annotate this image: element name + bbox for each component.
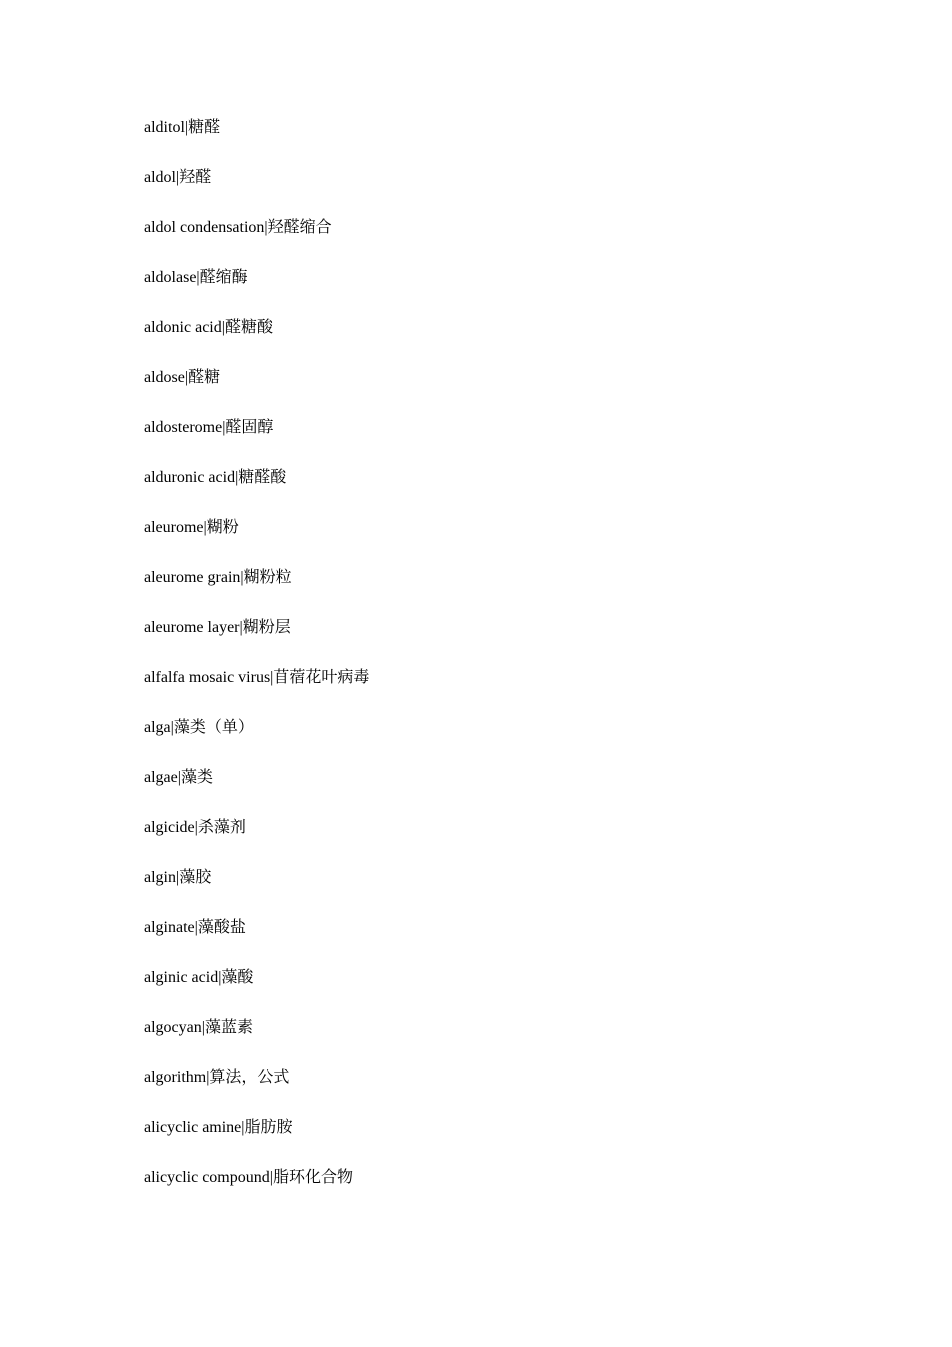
glossary-entry: algicide|杀藻剂 xyxy=(144,819,246,836)
glossary-entry: aldose|醛糖 xyxy=(144,369,221,386)
glossary-entry: alditol|糖醛 xyxy=(144,119,221,136)
glossary-entry: alduronic acid|糖醛酸 xyxy=(144,469,287,486)
glossary-entry: aldolase|醛缩酶 xyxy=(144,269,248,286)
glossary-entry: aldol condensation|羟醛缩合 xyxy=(144,219,332,236)
glossary-entry: algae|藻类 xyxy=(144,769,213,786)
glossary-entry: aldosterome|醛固醇 xyxy=(144,419,274,436)
glossary-entry: algocyan|藻蓝素 xyxy=(144,1019,253,1036)
glossary-entry: alfalfa mosaic virus|苜蓿花叶病毒 xyxy=(144,669,370,686)
glossary-list xyxy=(144,116,369,1216)
glossary-entry: alginate|藻酸盐 xyxy=(144,919,246,936)
glossary-entry: aldol|羟醛 xyxy=(144,169,212,186)
glossary-entry: aldonic acid|醛糖酸 xyxy=(144,319,273,336)
glossary-entry: alginic acid|藻酸 xyxy=(144,969,254,986)
glossary-entry: alicyclic compound|脂环化合物 xyxy=(144,1169,353,1186)
glossary-entry: aleurome layer|糊粉层 xyxy=(144,619,291,636)
glossary-entry: algin|藻胶 xyxy=(144,869,212,886)
glossary-entry: alicyclic amine|脂肪胺 xyxy=(144,1119,293,1136)
glossary-entry: aleurome|糊粉 xyxy=(144,519,239,536)
glossary-entry: alga|藻类（单） xyxy=(144,719,254,736)
glossary-entry: algorithm|算法，公式 xyxy=(144,1069,290,1086)
glossary-entry: aleurome grain|糊粉粒 xyxy=(144,569,292,586)
